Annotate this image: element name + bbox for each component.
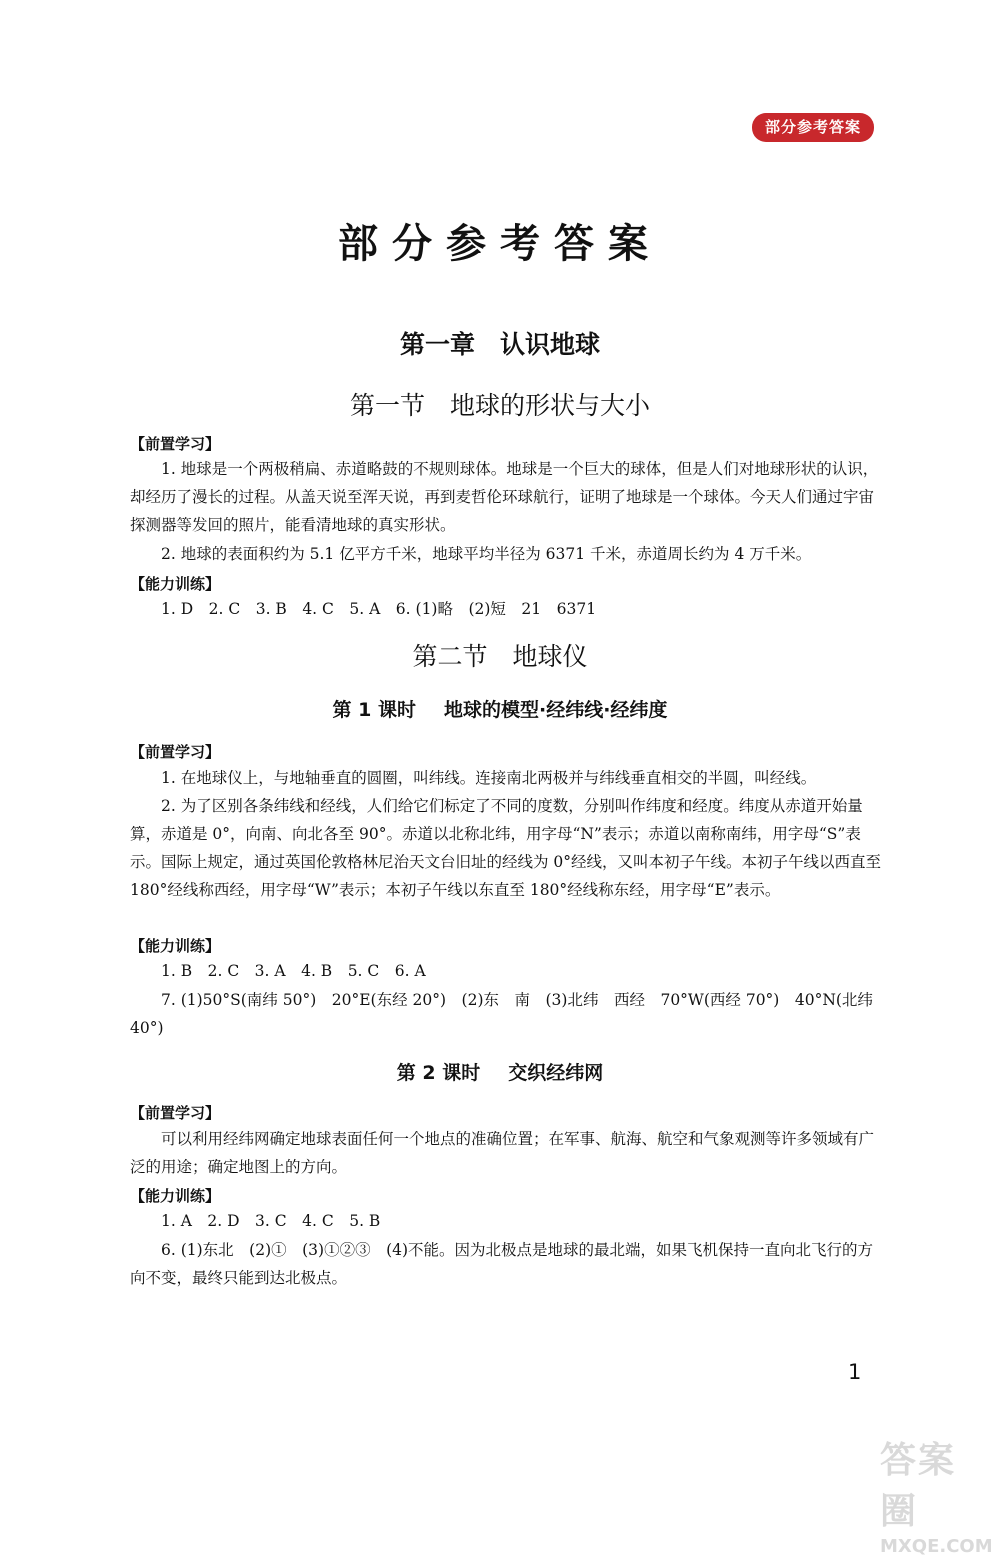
lesson-2-train-answers-2: 6. (1)东北 (2)① (3)①②③ (4)不能。因为北极点是地球的最北端，如果飞机保持一直向北飞行的方向不变，最终只能到达北极点。: [130, 1241, 874, 1287]
lesson-1-pre-paragraph-2: 2. 为了区别各条纬线和经线，人们给它们标定了不同的度数，分别叫作纬度和经度。纬度从赤道开始量算，赤道是 0°，向南、向北各至 90°。赤道以北称北纬，用字母“N”表示；赤道以南称南纬，用字母“S”表示。国际上规定，通过英国伦敦格林尼治天文台旧址的经线为 0°经线，又叫本初子午线。本初子午线以西直至 180°经线称西经，用字母“W”表示；本初子午线以东直至 180°经线称东经，用字母“E”表示。: [130, 797, 882, 899]
section-1-pre-paragraph-1: 1. 地球是一个两极稍扁、赤道略鼓的不规则球体。地球是一个巨大的球体，但是人们对地球形状的认识，却经历了漫长的过程。从盖天说至浑天说，再到麦哲伦环球航行，证明了地球是一个球体。今天人们通过宇宙探测器等发回的照片，能看清地球的真实形状。: [130, 460, 879, 534]
lesson-1-number: 第 1 课时: [332, 699, 416, 721]
section-1-title: 第一节 地球的形状与大小: [349, 391, 650, 420]
lesson-2-train-answers-1: 1. A 2. D 3. C 4. C 5. B: [161, 1212, 381, 1230]
chapter-title: 第一章 认识地球: [399, 330, 600, 359]
section-1-pre-paragraph-2: 2. 地球的表面积约为 5.1 亿平方千米，地球平均半径为 6371 千米，赤道周长约为 4 万千米。: [161, 545, 812, 563]
header-badge: 部分参考答案: [752, 113, 874, 142]
lesson-2-pre-paragraph-1: 可以利用经纬网确定地球表面任何一个地点的准确位置；在军事、航海、航空和气象观测等许多领域有广泛的用途；确定地图上的方向。: [130, 1130, 875, 1176]
watermark-url: MXQE.COM: [880, 1536, 993, 1557]
section-2-title: 第二节 地球仪: [412, 642, 588, 671]
lesson-2-name: 交织经纬网: [508, 1062, 604, 1084]
lesson-1-pre-label: 【前置学习】: [130, 743, 221, 761]
lesson-1-train-answers-1: 1. B 2. C 3. A 4. B 5. C 6. A: [161, 962, 426, 980]
page-title: 部分参考答案: [338, 221, 662, 267]
section-1-train-label: 【能力训练】: [130, 575, 221, 593]
page-number: 1: [848, 1360, 862, 1384]
watermark: [880, 1432, 993, 1557]
lesson-1-pre-paragraph-1: 1. 在地球仪上，与地轴垂直的圆圈，叫纬线。连接南北两极并与纬线垂直相交的半圆，叫经线。: [161, 769, 817, 787]
lesson-2-pre-label: 【前置学习】: [130, 1104, 221, 1122]
section-1-train-answers: 1. D 2. C 3. B 4. C 5. A 6. (1)略 (2)短 21 6371: [161, 600, 597, 618]
lesson-1-name: 地球的模型·经纬线·经纬度: [444, 699, 668, 721]
lesson-1-train-answers-2: 7. (1)50°S(南纬 50°) 20°E(东经 20°) (2)东 南 (3)北纬 西经 70°W(西经 70°) 40°N(北纬 40°): [130, 991, 873, 1037]
lesson-1-train-label: 【能力训练】: [130, 937, 221, 955]
lesson-2-title: [0, 1058, 1000, 1085]
lesson-2-number: 第 2 课时: [396, 1062, 481, 1084]
lesson-2-train-label: 【能力训练】: [130, 1187, 221, 1205]
watermark-logo: 答案圈: [880, 1440, 957, 1532]
lesson-1-title: [0, 695, 1000, 722]
section-1-pre-label: 【前置学习】: [130, 435, 221, 453]
